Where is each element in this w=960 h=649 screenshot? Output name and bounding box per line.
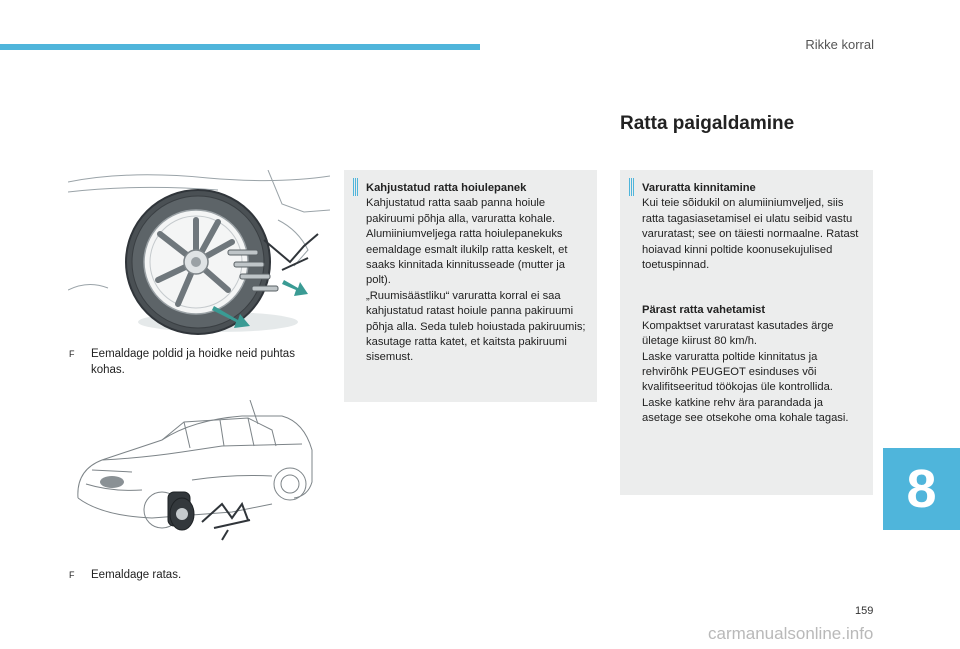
step-text: Eemaldage ratas.: [91, 569, 182, 581]
info-marker-icon: [353, 178, 358, 196]
step-text: Eemaldage poldid ja hoidke neid puhtas kohas.: [91, 348, 295, 376]
info-box-heading: Kahjustatud ratta hoiulepanek: [366, 182, 527, 194]
car-on-jack-illustration: [72, 400, 317, 545]
page-number: 159: [855, 605, 874, 617]
info-box-paragraph: Kahjustatud ratta saab panna hoiule pakiruumi põhja alla, varuratta kohale. Alumiiniumveljega ratta hoiulepanekuks eemaldage esmalt ilukilp ratta keskelt, et saaks kinnitada kinnitusseade (mutter ja polt).: [366, 197, 568, 287]
info-box-paragraph: Laske varuratta poltide kinnitatus ja rehvirõhk PEUGEOT esinduses või kvalifitseeritud töökojas üle kontrollida. Laske katkine rehv ära parandada ja asetage see otsekohe oma kohale tagasi.: [642, 350, 849, 425]
chapter-tab: 8: [883, 448, 960, 530]
info-box-paragraph: „Ruumisäästliku“ varuratta korral ei saa kahjustatud ratast hoiule panna pakiruumi põhja alla. Seda tuleb hoiustada pakiruumis; kasutage ratta katet, et kaitsta pakiruumi sisemust.: [366, 289, 586, 364]
info-box-heading: Varuratta kinnitamine: [642, 182, 756, 194]
step-bullet: F: [69, 349, 75, 359]
info-box-subheading: Pärast ratta vahetamist: [642, 304, 766, 317]
step-bullet: F: [69, 570, 75, 580]
info-box-paragraph: Kui teie sõidukil on alumiiniumveljed, siis ratta tagasiasetamisel ei ulatu seibid vastu varuratast; see on täiesti normaalne. Ratast hoiavad kinni poltide koonusekujulised toetuspinnad.: [642, 197, 859, 272]
watermark: carmanualsonline.info: [708, 624, 874, 643]
info-box-damaged-wheel-storage: [344, 170, 597, 402]
info-box-paragraph: Kompaktset varuratast kasutades ärge ületage kiirust 80 km/h.: [642, 319, 834, 348]
header-accent-bar: [0, 44, 480, 50]
info-marker-icon: [629, 178, 634, 196]
step-remove-wheel: [69, 568, 329, 584]
page-heading: Ratta paigaldamine: [620, 113, 795, 134]
step-remove-bolts: [69, 347, 329, 378]
wheel-removal-illustration: [68, 170, 330, 338]
info-box-spare-wheel-fixing: [620, 170, 873, 495]
section-title: Rikke korral: [805, 37, 874, 52]
